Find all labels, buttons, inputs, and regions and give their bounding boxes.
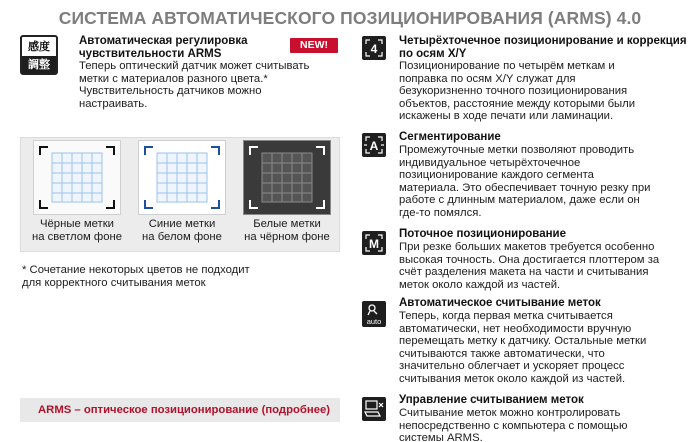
- feature-3-text: [399, 241, 694, 291]
- feature-2-line: позиционирование каждого сегмента: [399, 169, 594, 182]
- arms-details-link[interactable]: ARMS – оптическое позиционирование (подробнее): [20, 398, 340, 422]
- example-caption-2: [127, 218, 237, 244]
- stream-icon: [362, 231, 386, 255]
- color-footnote-line1: * Сочетание некоторых цветов не подходит: [22, 264, 250, 276]
- color-footnote: [22, 264, 250, 290]
- new-badge: NEW!: [290, 38, 338, 53]
- feature-4-line: значительно облегчает и ускоряет процесс: [399, 360, 625, 373]
- sensitivity-icon-bottom-text: 調整: [22, 56, 56, 73]
- feature-1-title: Четырёхточечное позиционирование и коррекция по осям X/Y: [399, 35, 687, 60]
- feature-1-line: поправка по осям X/Y служат для: [399, 72, 576, 85]
- feature-5-title: Управление считыванием меток: [399, 394, 584, 406]
- example-caption-3-line2: на чёрном фоне: [244, 231, 330, 243]
- feature-4-title: Автоматическое считывание меток: [399, 297, 601, 309]
- svg-text:A: A: [369, 139, 379, 153]
- svg-text:4: 4: [370, 42, 378, 56]
- feature-4-line: перемещать метку к датчику. Остальные метки: [399, 335, 647, 348]
- segment-icon: [362, 133, 386, 157]
- example-caption-1-line1: Чёрные метки: [40, 218, 114, 230]
- feature-1-line: объектов, расстояние между которыми были: [399, 97, 636, 110]
- feature-1-line: Позиционирование по четырём меткам и: [399, 60, 615, 72]
- color-footnote-line2: для корректного считывания меток: [22, 277, 206, 289]
- feature-3-line: счёт разделения макета на части и считывания: [399, 266, 649, 279]
- blue-marks-white-bg-sample: [138, 140, 226, 215]
- remote-control-icon: [362, 397, 386, 421]
- feature-1-line: искажены в ходе печати или ламинации.: [399, 110, 614, 123]
- svg-text:M: M: [369, 237, 379, 251]
- feature-2-line: где-то помялся.: [399, 206, 482, 219]
- feature-2-line: индивидуальное четырёхточечное: [399, 156, 581, 169]
- sample-grid-3: [244, 141, 330, 214]
- example-caption-3-line1: Белые метки: [253, 218, 321, 230]
- feature-4-line: считывания меток около каждой из частей.: [399, 372, 626, 385]
- feature-5-line: системы ARMS.: [399, 432, 483, 442]
- example-caption-1: [22, 218, 132, 244]
- auto-sensitivity-text: Теперь оптический датчик может считывать метки с материалов разного цвета.* Чувствительность датчиков можно настраивать.: [79, 60, 310, 110]
- feature-2-line: материала. Это обеспечивает точную резку при: [399, 181, 651, 194]
- example-caption-2-line1: Синие метки: [148, 218, 216, 230]
- sensitivity-adjust-icon: [20, 35, 58, 75]
- feature-5-text: [399, 407, 694, 442]
- feature-4-line: Теперь, когда первая метка считывается: [399, 310, 613, 322]
- example-caption-2-line2: на белом фоне: [142, 231, 222, 243]
- feature-2-line: Промежуточные метки позволяют проводить: [399, 144, 635, 156]
- feature-3-title: Поточное позиционирование: [399, 228, 567, 240]
- example-caption-1-line2: на светлом фоне: [31, 231, 123, 243]
- sample-grid-1: [34, 141, 120, 214]
- four-point-icon: [362, 36, 386, 60]
- feature-5-line: непосредственно с компьютера с помощью: [399, 419, 628, 432]
- page-title: СИСТЕМА АВТОМАТИЧЕСКОГО ПОЗИЦИОНИРОВАНИЯ (ARMS) 4.0: [58, 8, 642, 28]
- feature-4-line: считываются также автоматически, что: [399, 347, 605, 360]
- svg-text:auto: auto: [366, 317, 382, 326]
- feature-2-title: Сегментирование: [399, 131, 501, 143]
- white-marks-black-bg-sample: [243, 140, 331, 215]
- feature-4-text: [399, 310, 694, 386]
- example-caption-3: [232, 218, 342, 244]
- feature-3-line: меток около каждой из частей.: [399, 278, 561, 291]
- feature-2-text: [399, 144, 694, 220]
- auto-read-icon: [362, 301, 386, 327]
- black-marks-light-bg-sample: [33, 140, 121, 215]
- sensitivity-icon-top-text: 感度: [28, 40, 50, 53]
- feature-1-line: безукоризненно точного позиционирования: [399, 85, 628, 98]
- feature-2-line: работе с длинным материалом, даже если он: [399, 194, 640, 207]
- auto-sensitivity-title: Автоматическая регулировка чувствительности ARMS: [79, 35, 248, 60]
- sample-grid-2: [139, 141, 225, 214]
- feature-3-line: высокая точность. Она достигается плоттером за: [399, 253, 660, 266]
- feature-1-text: [399, 60, 694, 123]
- feature-3-line: При резке больших макетов требуется особенно: [399, 241, 655, 253]
- feature-4-line: автоматически, нет необходимости вручную: [399, 322, 632, 335]
- feature-5-line: Считывание меток можно контролировать: [399, 407, 621, 419]
